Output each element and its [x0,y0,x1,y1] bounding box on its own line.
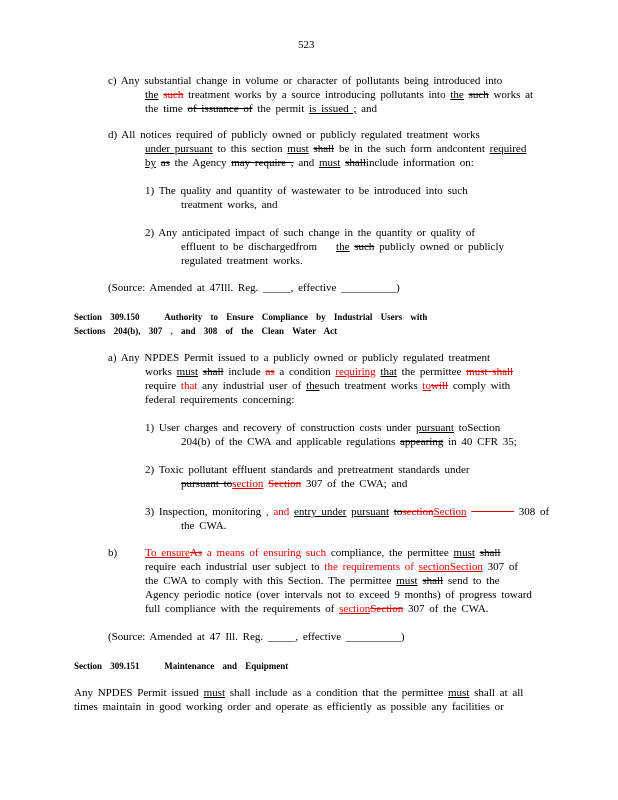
item-d-line-1: d) All notices required of publicly owned or publicly regulated treatment works [108,129,480,141]
item-a-sub-3-line-1: 3) Inspection, monitoring , and entry under pursuant tosectionSection 308 of [145,506,550,518]
item-a-sub-2-line-2: pursuant tosection Section 307 of the CWA; and [181,478,408,490]
item-b-label: b) [108,547,118,559]
item-c-line-1: c) Any substantial change in volume or character of pollutants being introduced into [108,75,503,87]
final-paragraph-line-2: times maintain in good working order and operate as efficiently as possible any facilities or [74,701,504,713]
final-paragraph-line-1: Any NPDES Permit issued must shall include as a condition that the permittee must shall at all [74,687,524,699]
section-309-151-heading: Section 309.151 Maintenance and Equipment [74,661,289,671]
source-note-2: (Source: Amended at 47 Ill. Reg. _____, effective __________) [108,631,405,643]
item-d-sub-2-line-1: 2) Any anticipated impact of such change in the quantity or quality of [145,227,476,239]
item-a-sub-1-line-2: 204(b) of the CWA and applicable regulations appearing in 40 CFR 35; [181,436,517,448]
item-d-sub-2-line-3: regulated treatment works. [181,255,303,267]
item-a-sub-2-line-1: 2) Toxic pollutant effluent standards and pretreatment standards under [145,464,470,476]
item-a-line-3: require that any industrial user of thesuch treatment works towill comply with [145,380,511,392]
item-b-line-2: require each industrial user subject to the requirements of sectionSection 307 of [145,561,519,573]
section-309-150-heading-line-2: Sections 204(b), 307 , and 308 of the Clean Water Act [74,326,338,336]
item-c-line-3: the time of issuance of the permit is issued ; and [145,103,378,115]
item-a-line-1: a) Any NPDES Permit issued to a publicly owned or publicly regulated treatment [108,352,491,364]
item-b-line-3: the CWA to comply with this Section. The permittee must shall send to the [145,575,500,587]
section-309-150-heading-line-1: Section 309.150 Authority to Ensure Compliance by Industrial Users with [74,312,428,322]
item-a-line-2: works must shall include as a condition requiring that the permittee must shall [145,366,514,378]
item-d-sub-2-line-2: effluent to be dischargedfrom the such publicly owned or publicly [181,241,504,253]
item-d-line-3: by as the Agency may require , and must shallinclude information on: [145,157,474,169]
item-b-line-4: Agency periodic notice (over intervals not to exceed 9 months) of progress toward [145,589,532,601]
source-note-1: (Source: Amended at 47Ill. Reg. _____, effective __________) [108,282,400,294]
item-d-line-2: under pursuant to this section must shall be in the such form andcontent required [145,143,527,155]
item-a-line-4: federal requirements concerning: [145,394,295,406]
item-b-line-5: full compliance with the requirements of sectionSection 307 of the CWA. [145,603,489,615]
item-a-sub-3-line-2: the CWA. [181,520,227,532]
item-c-line-2: the such treatment works by a source introducing pollutants into the such works at [145,89,534,101]
item-d-sub-1-line-2: treatment works, and [181,199,278,211]
item-a-sub-1-line-1: 1) User charges and recovery of construction costs under pursuant toSection [145,422,501,434]
page-number: 523 [298,39,315,51]
item-d-sub-1-line-1: 1) The quality and quantity of wastewater to be introduced into such [145,185,468,197]
item-b-line-1: To ensureAs a means of ensuring such compliance, the permittee must shall [145,547,501,559]
